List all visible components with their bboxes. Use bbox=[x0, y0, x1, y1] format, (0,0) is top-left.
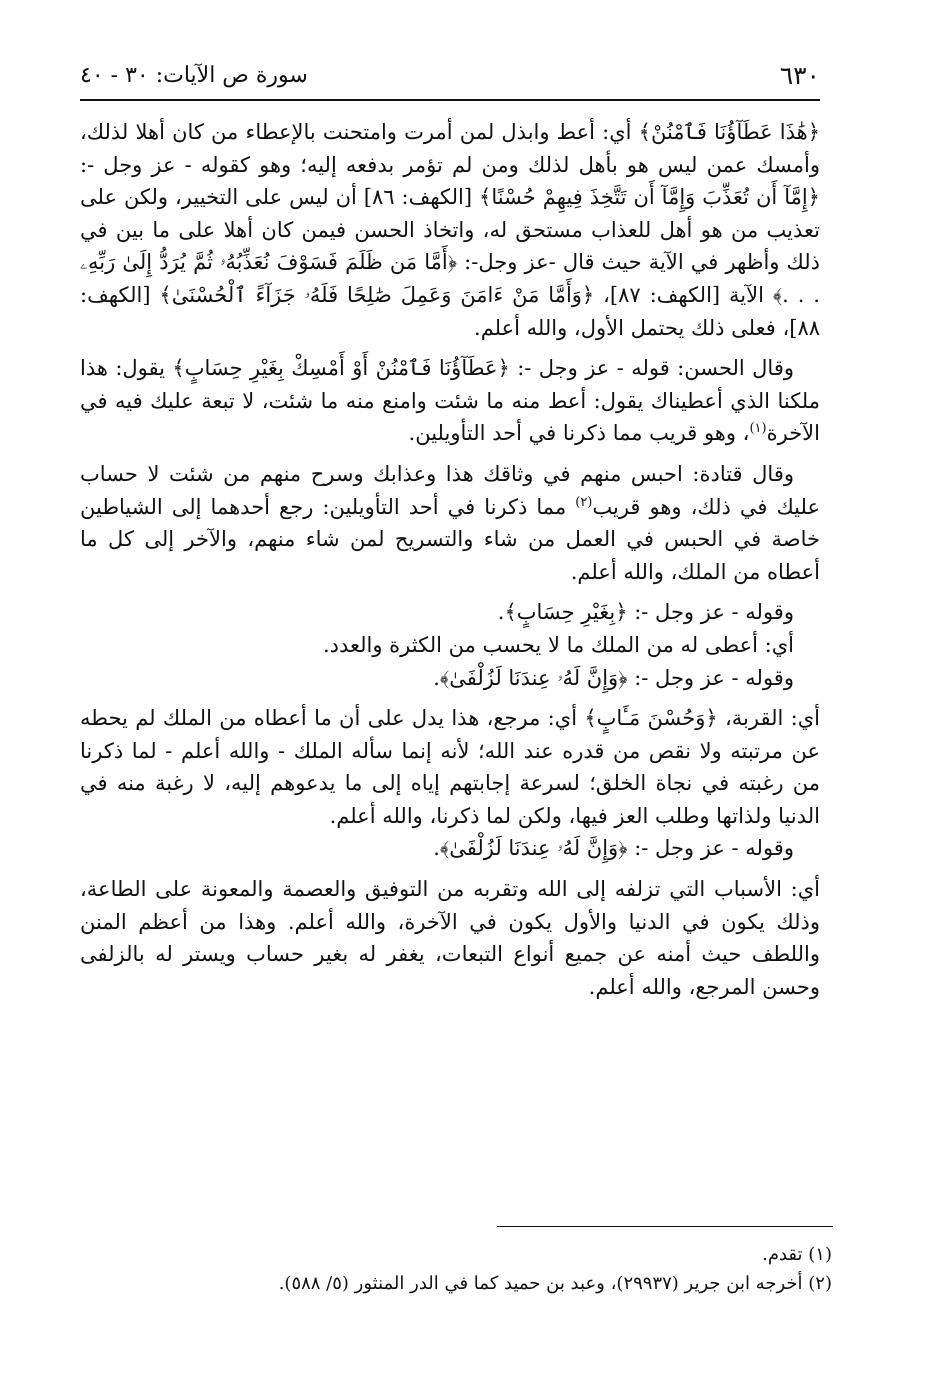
footnote-rule bbox=[497, 1226, 833, 1227]
quran-quote: ﴿عَطَآؤُنَا فَٱمْنُنْ أَوْ أَمْسِكْ بِغَيْرِ حِسَابٍ﴾ bbox=[172, 356, 510, 381]
footnote-ref[interactable]: (١) bbox=[749, 421, 767, 437]
paragraph-9 bbox=[80, 873, 820, 1003]
paragraph-7 bbox=[80, 702, 820, 832]
paragraph-text: وقال قتادة: احبس منهم في وثاقك هذا وعذابك وسرح منهم من شئت لا حساب عليك في ذلك، وهو قريب bbox=[80, 461, 820, 519]
paragraph-text: أي: أعط وابذل لمن أمرت وامتحنت بالإعطاء من كان أهلا لذلك، وأمسك عمن ليس هو بأهل لذلك ومن لم تؤمر بدفعه إليه؛ وهو كقوله - عز وجل -: bbox=[80, 120, 820, 177]
footnote-number: (١) bbox=[808, 1244, 832, 1265]
quran-quote: ﴿وَأَمَّا مَنْ ءَامَنَ وَعَمِلَ صَٰلِحًا فَلَهُۥ جَزَآءً ٱلْحُسْنَىٰ﴾ bbox=[159, 282, 595, 307]
paragraph-text: وقوله - عز وجل -: bbox=[627, 665, 794, 690]
quran-quote: ﴿وَإِنَّ لَهُۥ عِندَنَا لَزُلْفَىٰ﴾ bbox=[439, 836, 628, 861]
paragraph-text: وقال الحسن: قوله - عز وجل -: bbox=[509, 356, 794, 381]
paragraph-text: أي: القربة، bbox=[717, 706, 820, 731]
quran-quote: ﴿بِغَيْرِ حِسَابٍ﴾ bbox=[504, 600, 628, 625]
footnote-2 bbox=[80, 1269, 832, 1298]
quran-quote: ﴿أَمَّا مَن ظَلَمَ فَسَوْفَ نُعَذِّبُهُۥ ثُمَّ يُرَدُّ إِلَىٰ رَبِّهِۦ . . .﴾ bbox=[80, 250, 820, 307]
paragraph-2 bbox=[80, 352, 820, 450]
paragraph-text: أي: أعطى له من الملك ما لا يحسب من الكثرة والعدد. bbox=[322, 632, 794, 657]
paragraph-3 bbox=[80, 458, 820, 588]
paragraph-text: . bbox=[433, 665, 440, 690]
paragraph-text: مما ذكرنا في أحد التأويلين: رجع أحدهما إلى الشياطين خاصة في الحبس في العمل من شاء والتسريح لمن شاء منهم، والآخر إلى كل ما أعطاه من الملك، والله أعلم. bbox=[80, 494, 820, 584]
paragraph-text: [الكهف: ٨٦] أن ليس على التخيير، ولكن على تعذيب من هو أهل للعذاب مستحق له، واتخاذ الحسن فيمن كان أهلا على ما بين في ذلك وأظهر في الآية حيث قال -عز وجل-: bbox=[80, 185, 820, 275]
paragraph-text: الآية [الكهف: ٨٧]، bbox=[594, 282, 773, 307]
paragraph-4 bbox=[80, 596, 820, 629]
quran-quote: ﴿وَإِنَّ لَهُۥ عِندَنَا لَزُلْفَىٰ﴾ bbox=[439, 665, 628, 690]
paragraph-text: . bbox=[433, 836, 440, 861]
paragraph-1 bbox=[80, 116, 820, 344]
footnote-1 bbox=[80, 1240, 832, 1269]
paragraph-8 bbox=[80, 832, 820, 865]
footnotes bbox=[80, 1240, 832, 1298]
quran-quote: ﴿إِمَّآ أَن تُعَذِّبَ وَإِمَّآ أَن تَتَّخِذَ فِيهِمْ حُسْنًا﴾ bbox=[479, 185, 820, 210]
paragraph-text: وقوله - عز وجل -: bbox=[627, 600, 794, 625]
body-text bbox=[80, 116, 820, 1011]
paragraph-text: أي: مرجع، هذا يدل على أن ما أعطاه من الملك لم يحطه عن مرتبته ولا نقص من قدره عند الله؛ لأنه إنما سأله الملك - والله أعلم - لما ذكرنا من رغبته في نجاة الخلق؛ لسرعة إجابتهم إياه إلى ما يدعوهم إليه، لا رغبة منه في الدنيا ولذاتها وطلب العز فيها، ولكن لما ذكرنا، والله أعلم. bbox=[80, 706, 820, 828]
paragraph-text: وقوله - عز وجل -: bbox=[627, 836, 794, 861]
quran-quote: ﴿هَٰذَا عَطَآؤُنَا فَٱمْنُنْ﴾ bbox=[638, 120, 821, 144]
footnote-number: (٢) bbox=[808, 1273, 832, 1294]
paragraph-text: [الكهف: ٨٨]، فعلى ذلك يحتمل الأول، والله أعلم. bbox=[80, 282, 820, 340]
paragraph-text: أي: الأسباب التي تزلفه إلى الله وتقربه من التوفيق والعصمة والمعونة على الطاعة، وذلك يكون في الدنيا والأول يكون في الآخرة، والله أعلم. وهذا من أعظم المنن واللطف حيث أمنه عن جميع أنواع التبعات، يغفر له بغير حساب ويستر له بالزلفى وحسن المرجع، والله أعلم. bbox=[80, 877, 820, 999]
paragraph-text: . bbox=[497, 600, 505, 625]
paragraph-5 bbox=[80, 629, 820, 662]
paragraph-6 bbox=[80, 662, 820, 695]
quran-quote: ﴿وَحُسْنَ مَـَٔابٍ﴾ bbox=[584, 706, 718, 731]
footnote-ref[interactable]: (٢) bbox=[575, 494, 593, 510]
footnote-text: تقدم. bbox=[762, 1244, 803, 1265]
page-header bbox=[80, 58, 820, 98]
footnote-text: أخرجه ابن جرير (٢٩٩٣٧)، وعبد بن حميد كما في الدر المنثور (٥/ ٥٨٨). bbox=[278, 1273, 803, 1294]
running-title: سورة ص الآيات: ٣٠ - ٤٠ bbox=[80, 63, 308, 88]
paragraph-text: يقول: هذا ملكنا الذي أعطيناك يقول: أعط منه ما شئت وامنع منه ما شئت، لا تبعة عليك فيه في الآخرة bbox=[80, 356, 820, 446]
paragraph-text: ، وهو قريب مما ذكرنا في أحد التأويلين. bbox=[408, 421, 750, 446]
header-rule bbox=[80, 99, 820, 101]
page-number: ٦٣٠ bbox=[779, 61, 820, 90]
